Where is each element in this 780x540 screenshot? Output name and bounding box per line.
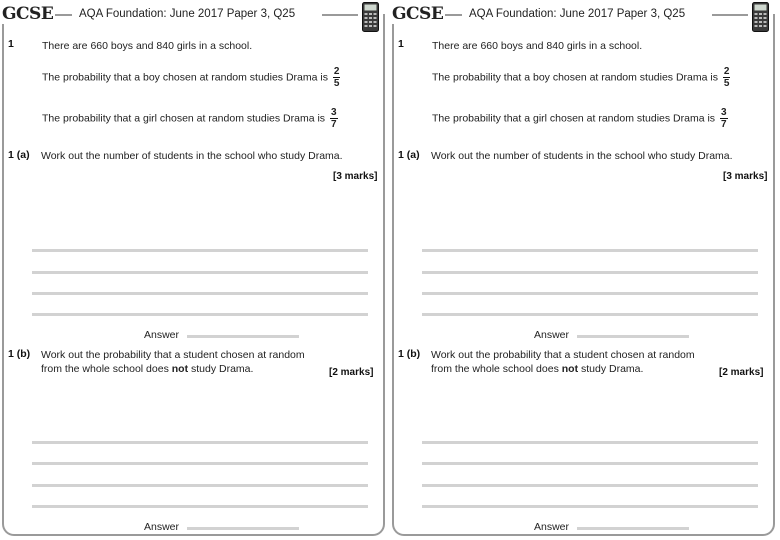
part-b-question-line1: Work out the probability that a student chosen at random bbox=[431, 349, 695, 361]
working-line[interactable] bbox=[422, 505, 758, 508]
boy-probability-text: The probability that a boy chosen at random studies Drama is bbox=[432, 71, 718, 84]
working-line[interactable] bbox=[422, 484, 758, 487]
header-rule-right bbox=[322, 14, 358, 16]
working-line[interactable] bbox=[32, 462, 368, 465]
working-line[interactable] bbox=[422, 292, 758, 295]
boy-probability-statement bbox=[42, 66, 340, 89]
part-a-label: 1 (a) bbox=[8, 149, 30, 161]
boy-probability-text: The probability that a boy chosen at random studies Drama is bbox=[42, 71, 328, 84]
part-b-emphasis: not bbox=[561, 363, 579, 375]
part-b-question-line2-end: study Drama. bbox=[578, 363, 644, 375]
boy-fraction-numerator: 2 bbox=[333, 66, 340, 77]
part-a-marks: [3 marks] bbox=[333, 171, 378, 182]
working-line[interactable] bbox=[32, 505, 368, 508]
part-b-question bbox=[41, 348, 305, 376]
part-b-label: 1 (b) bbox=[398, 348, 421, 360]
girl-probability-text: The probability that a girl chosen at random studies Drama is bbox=[432, 112, 716, 125]
part-a-question: Work out the number of students in the school who study Drama. bbox=[431, 150, 733, 162]
part-b-emphasis: not bbox=[171, 363, 189, 375]
girl-probability-text: The probability that a girl chosen at random studies Drama is bbox=[42, 112, 326, 125]
boy-fraction-numerator: 2 bbox=[723, 66, 730, 77]
paper-title: AQA Foundation: June 2017 Paper 3, Q25 bbox=[79, 8, 296, 20]
part-b-answer-field[interactable] bbox=[187, 527, 299, 530]
girl-fraction-denominator: 7 bbox=[720, 119, 727, 130]
working-line[interactable] bbox=[32, 441, 368, 444]
working-line[interactable] bbox=[32, 484, 368, 487]
worksheet-panel bbox=[0, 0, 388, 540]
header-rule-right bbox=[712, 14, 748, 16]
part-b-answer-label: Answer bbox=[144, 521, 180, 533]
question-number: 1 bbox=[398, 38, 404, 50]
question-intro: There are 660 boys and 840 girls in a school. bbox=[432, 40, 643, 52]
part-a-answer-field[interactable] bbox=[577, 335, 689, 338]
boy-probability-fraction bbox=[723, 66, 731, 89]
part-b-question-line2-start: from the whole school does bbox=[41, 363, 172, 375]
working-line[interactable] bbox=[32, 271, 368, 274]
part-b-answer-field[interactable] bbox=[577, 527, 689, 530]
girl-probability-statement bbox=[42, 107, 338, 130]
working-line[interactable] bbox=[32, 292, 368, 295]
part-a-marks: [3 marks] bbox=[723, 171, 768, 182]
working-line[interactable] bbox=[422, 313, 758, 316]
paper-title: AQA Foundation: June 2017 Paper 3, Q25 bbox=[469, 8, 686, 20]
worksheet-panel bbox=[390, 0, 778, 540]
working-line[interactable] bbox=[422, 249, 758, 252]
question-intro: There are 660 boys and 840 girls in a school. bbox=[42, 40, 253, 52]
boy-fraction-denominator: 5 bbox=[723, 78, 730, 89]
boy-probability-statement bbox=[432, 66, 730, 89]
girl-fraction-denominator: 7 bbox=[330, 119, 337, 130]
part-b-question-line1: Work out the probability that a student chosen at random bbox=[41, 349, 305, 361]
calculator-icon bbox=[752, 2, 769, 32]
part-a-question: Work out the number of students in the school who study Drama. bbox=[41, 150, 343, 162]
girl-probability-fraction bbox=[330, 107, 338, 130]
panel-frame bbox=[392, 14, 775, 536]
girl-probability-statement bbox=[432, 107, 728, 130]
girl-fraction-numerator: 3 bbox=[720, 107, 727, 118]
boy-fraction-denominator: 5 bbox=[333, 78, 340, 89]
part-b-marks: [2 marks] bbox=[329, 367, 374, 378]
part-a-answer-field[interactable] bbox=[187, 335, 299, 338]
part-a-label: 1 (a) bbox=[398, 149, 420, 161]
part-b-marks: [2 marks] bbox=[719, 367, 764, 378]
part-b-question-line2-end: study Drama. bbox=[188, 363, 254, 375]
working-line[interactable] bbox=[422, 462, 758, 465]
panel-frame bbox=[2, 14, 385, 536]
gcse-logo: GCSE bbox=[392, 4, 444, 24]
girl-probability-fraction bbox=[720, 107, 728, 130]
working-line[interactable] bbox=[32, 313, 368, 316]
part-a-answer-label: Answer bbox=[534, 329, 570, 341]
part-b-label: 1 (b) bbox=[8, 348, 31, 360]
boy-probability-fraction bbox=[333, 66, 341, 89]
working-line[interactable] bbox=[422, 271, 758, 274]
part-a-answer-label: Answer bbox=[144, 329, 180, 341]
part-b-answer-label: Answer bbox=[534, 521, 570, 533]
calculator-icon bbox=[362, 2, 379, 32]
part-b-question bbox=[431, 348, 695, 376]
working-line[interactable] bbox=[32, 249, 368, 252]
part-b-question-line2-start: from the whole school does bbox=[431, 363, 562, 375]
gcse-logo: GCSE bbox=[2, 4, 54, 24]
question-number: 1 bbox=[8, 38, 14, 50]
girl-fraction-numerator: 3 bbox=[330, 107, 337, 118]
working-line[interactable] bbox=[422, 441, 758, 444]
